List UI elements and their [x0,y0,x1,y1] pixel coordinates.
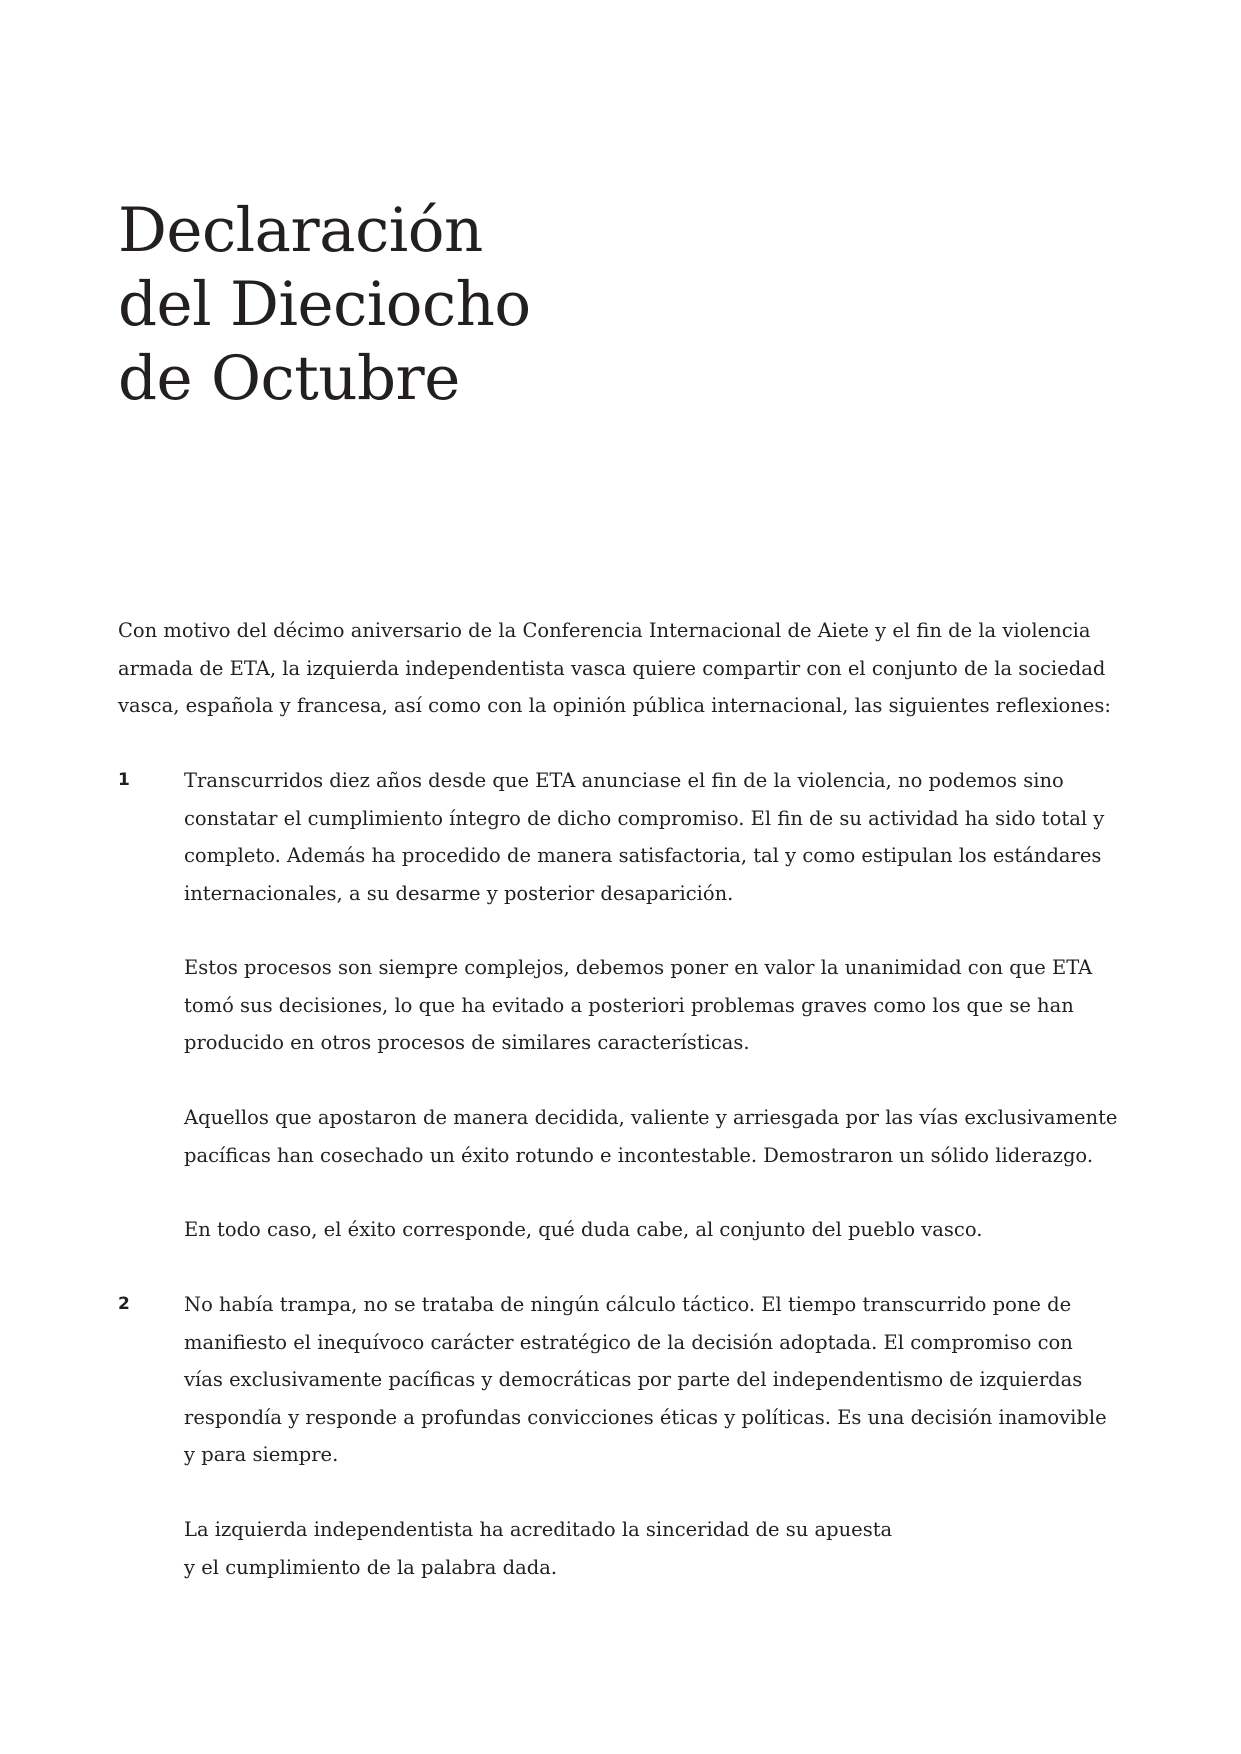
paragraph-line: No había trampa, no se trataba de ningún cálculo táctico. El tiempo transcurrido pone de [184,1293,1072,1316]
item-1-paragraph-3 [184,1099,1164,1174]
intro-line: vasca, española y francesa, así como con la opinión pública internacional, las siguientes reflexiones: [118,694,1111,717]
paragraph-line: completo. Además ha procedido de manera satisfactoria, tal y como estipulan los estándares [184,844,1102,867]
paragraph-line: manifiesto el inequívoco carácter estratégico de la decisión adoptada. El compromiso con [184,1330,1073,1354]
paragraph-line: En todo caso, el éxito corresponde, qué duda cabe, al conjunto del pueblo vasco. [184,1218,983,1241]
item-1-paragraph-4 [184,1211,1164,1249]
item-2-paragraph-1 [184,1286,1164,1474]
intro-line: armada de ETA, la izquierda independentista vasca quiere compartir con el conjunto de la sociedad [118,656,1106,680]
title-line: del Dieciocho [118,269,531,340]
item-number-1: 1 [118,770,130,790]
item-2-paragraph-2 [184,1511,1164,1586]
paragraph-line: producido en otros procesos de similares características. [184,1031,750,1054]
page-title [118,194,531,416]
paragraph-line: pacíficas han cosechado un éxito rotundo e incontestable. Demostraron un sólido liderazgo. [184,1143,1094,1167]
paragraph-line: Aquellos que apostaron de manera decidida, valiente y arriesgada por las vías exclusivamente [184,1106,1118,1129]
paragraph-line: vías exclusivamente pacíficas y democráticas por parte del independentismo de izquierdas [184,1368,1083,1391]
paragraph-line: respondía y responde a profundas convicciones éticas y políticas. Es una decisión inamovible [184,1405,1107,1429]
paragraph-line: Estos procesos son siempre complejos, debemos poner en valor la unanimidad con que ETA [184,956,1093,979]
item-1-paragraph-1 [184,762,1164,912]
intro-paragraph [118,612,1158,725]
paragraph-line: tomó sus decisiones, lo que ha evitado a posteriori problemas graves como los que se han [184,993,1074,1017]
item-1-paragraph-2 [184,949,1164,1062]
title-line: Declaración [118,195,483,266]
paragraph-line: y el cumplimiento de la palabra dada. [184,1555,558,1579]
title-line: de Octubre [118,343,460,414]
paragraph-line: Transcurridos diez años desde que ETA anunciase el fin de la violencia, no podemos sino [184,769,1064,792]
paragraph-line: internacionales, a su desarme y posterior desaparición. [184,881,734,905]
paragraph-line: y para siempre. [184,1443,339,1466]
paragraph-line: La izquierda independentista ha acreditado la sinceridad de su apuesta [184,1518,893,1541]
item-number-2: 2 [118,1294,130,1314]
intro-line: Con motivo del décimo aniversario de la Conferencia Internacional de Aiete y el fin de la violencia [118,619,1091,642]
paragraph-line: constatar el cumplimiento íntegro de dicho compromiso. El fin de su actividad ha sido total y [184,806,1105,830]
